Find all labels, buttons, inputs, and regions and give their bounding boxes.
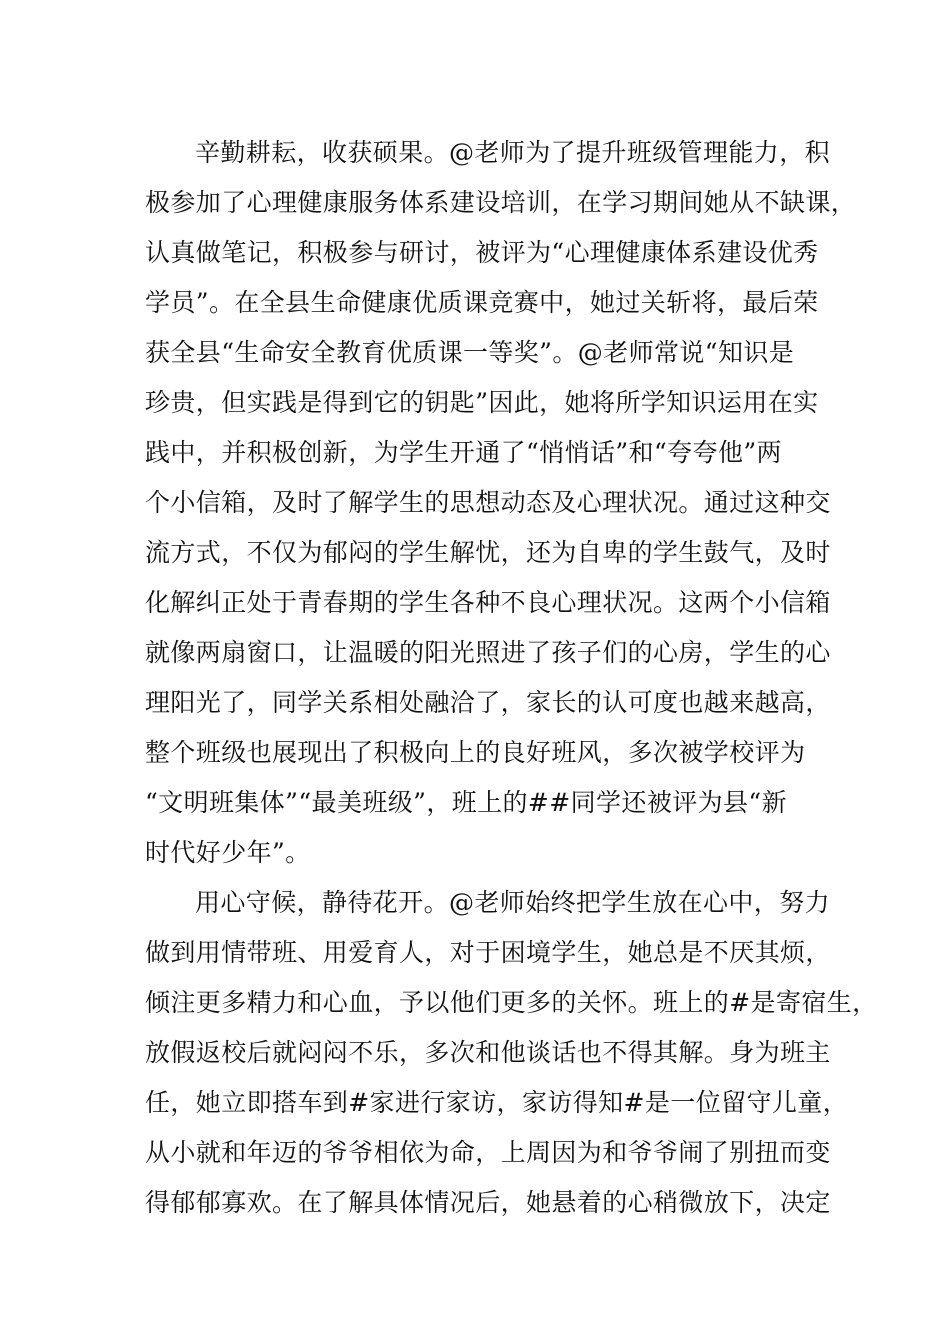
- paragraph-line: 珍贵，但实践是得到它的钥匙”因此，她将所学知识运用在实: [145, 388, 819, 417]
- paragraph-line: 化解纠正处于青春期的学生各种不良心理状况。这两个小信箱: [145, 588, 831, 617]
- paragraph-line: “文明班集体”“最美班级”，班上的##同学还被评为县“新: [145, 788, 788, 817]
- paragraph-line: 理阳光了，同学关系相处融洽了，家长的认可度也越来越高，: [145, 688, 831, 717]
- paragraph-line: 整个班级也展现出了积极向上的良好班风，多次被学校评为: [145, 738, 806, 767]
- paragraph-line: 得郁郁寡欢。在了解具体情况后，她悬着的心稍微放下，决定: [145, 1188, 831, 1217]
- paragraph-line: 个小信箱，及时了解学生的思想动态及心理状况。通过这种交: [145, 488, 831, 517]
- paragraph-line: 流方式，不仅为郁闷的学生解忧，还为自卑的学生鼓气，及时: [145, 538, 831, 567]
- paragraph-line: 辛勤耕耘，收获硕果。@老师为了提升班级管理能力，积: [195, 138, 831, 167]
- paragraph-line: 用心守候，静待花开。@老师始终把学生放在心中，努力: [195, 888, 831, 917]
- paragraph-line: 极参加了心理健康服务体系建设培训，在学习期间她从不缺课，: [145, 188, 857, 217]
- paragraph-line: 做到用情带班、用爱育人，对于困境学生，她总是不厌其烦，: [145, 938, 831, 967]
- paragraph-achievements: [145, 128, 857, 878]
- paragraph-line: 获全县“生命安全教育优质课一等奖”。@老师常说“知识是: [145, 338, 795, 367]
- paragraph-line: 就像两扇窗口，让温暖的阳光照进了孩子们的心房，学生的心: [145, 638, 831, 667]
- paragraph-line: 放假返校后就闷闷不乐，多次和他谈话也不得其解。身为班主: [145, 1038, 831, 1067]
- paragraph-line: 践中，并积极创新，为学生开通了“悄悄话”和“夸夸他”两: [145, 438, 782, 467]
- paragraph-caring: [145, 878, 878, 1228]
- paragraph-line: 任，她立即搭车到#家进行家访，家访得知#是一位留守儿童，: [145, 1088, 849, 1117]
- paragraph-line: 认真做笔记，积极参与研讨，被评为“心理健康体系建设优秀: [145, 238, 819, 267]
- document-body: [145, 128, 878, 1228]
- paragraph-line: 倾注更多精力和心血，予以他们更多的关怀。班上的#是寄宿生，: [145, 988, 878, 1017]
- paragraph-line: 从小就和年迈的爷爷相依为命，上周因为和爷爷闹了别扭而变: [145, 1138, 831, 1167]
- paragraph-line: 时代好少年”。: [145, 838, 311, 867]
- paragraph-line: 学员”。在全县生命健康优质课竞赛中，她过关斩将，最后荣: [145, 288, 819, 317]
